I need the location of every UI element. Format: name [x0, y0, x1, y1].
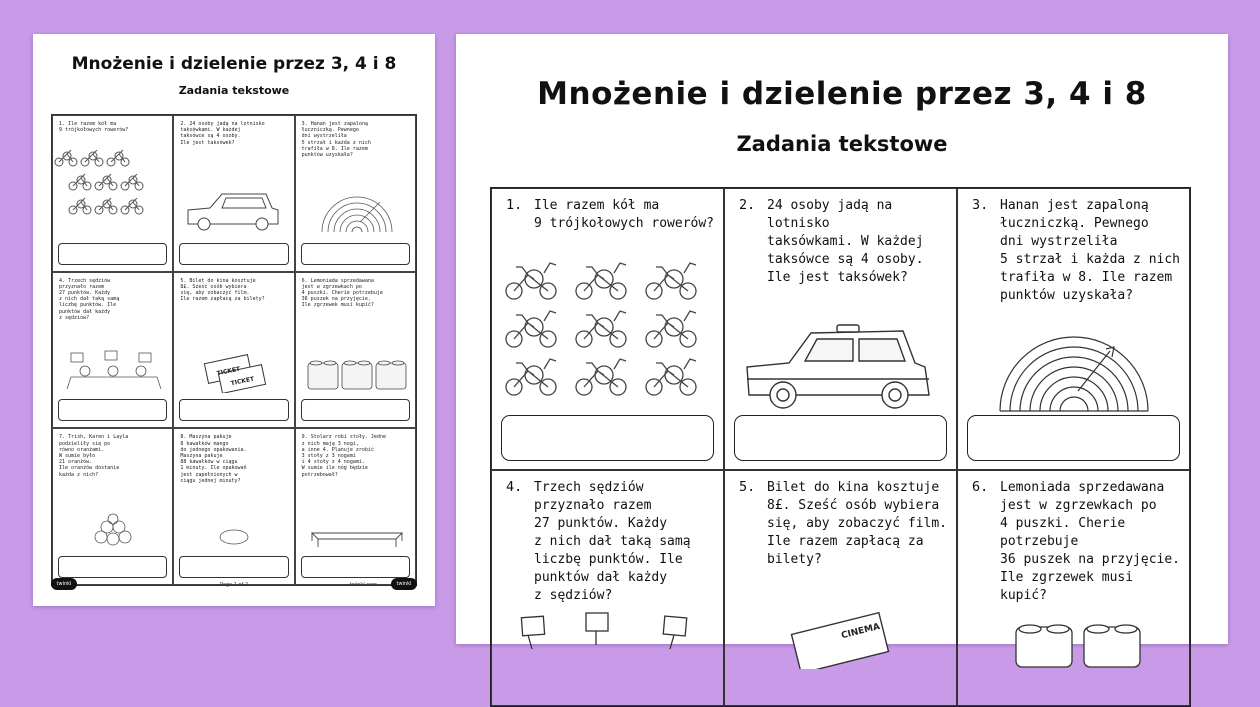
taxi-icon — [174, 186, 294, 234]
tricycles-icon — [492, 255, 724, 411]
problem-number: 2. — [739, 197, 756, 213]
problem-text: 4. Trzech sędziów przyznało razem 27 punktów. Każdy z nich dał taką samą liczbę punktów. Ile punktów dał każdy z sędziów? — [59, 277, 120, 321]
judges-icon — [492, 609, 724, 669]
problem-text: Trzech sędziów przyznało razem 27 punktów. Każdy z nich dał taką samą liczbę punktów. Ile punktów dał każdy z sędziów? — [534, 480, 691, 603]
table-icon — [296, 527, 416, 547]
answer-box[interactable] — [734, 415, 947, 461]
answer-box[interactable] — [58, 243, 167, 265]
answer-box[interactable] — [58, 556, 167, 578]
page-title: Mnożenie i dzielenie przez 3, 4 i 8 — [71, 54, 397, 74]
problem-text: 2. 24 osoby jadą na lotnisko taksówkami. W każdej taksówce są 4 osoby. Ile jest taksówek? — [180, 121, 265, 146]
problem-text: Ile razem kół ma 9 trójkołowych rowerów? — [534, 198, 715, 231]
ticket-label: CINEMA — [840, 622, 882, 642]
worksheet-zoomed[interactable] — [456, 34, 1228, 644]
problem-grid — [51, 114, 417, 586]
twinkl-logo: twinkl — [51, 578, 77, 590]
worksheet-preview[interactable] — [33, 34, 435, 606]
problem-cell — [52, 115, 173, 272]
lemonade-cans-icon — [958, 621, 1190, 669]
problem-number: 4. — [506, 479, 523, 495]
ticket-label: TICKET — [216, 365, 242, 377]
taxi-icon — [725, 321, 957, 413]
problem-cell — [173, 428, 294, 585]
answer-box[interactable] — [301, 243, 410, 265]
problem-cell — [52, 272, 173, 429]
problem-cell — [52, 428, 173, 585]
lemonade-cans-icon — [296, 355, 416, 391]
answer-box[interactable] — [179, 399, 288, 421]
archery-target-icon — [958, 331, 1190, 415]
problem-cell — [491, 188, 724, 470]
problem-text: 3. Hanan jest zapaloną łuczniczką. Pewnego dni wystrzeliła 5 strzał i każda z nich trafiła w 8. Ile razem punktów uzyskała? — [301, 121, 371, 159]
answer-box[interactable] — [301, 399, 410, 421]
problem-cell — [491, 470, 724, 706]
answer-box[interactable] — [179, 243, 288, 265]
answer-box[interactable] — [179, 556, 288, 578]
problem-text: 9. Stolarz robi stoły. Jedne z nich mają 3 nogi, a inne 4. Planuje zrobić 3 stoły z 3 nogami i 4 stoły z 4 nogami. W sumie ile nóg będzie potrzebował? — [301, 434, 386, 478]
answer-box[interactable] — [58, 399, 167, 421]
problem-text: Lemoniada sprzedawana jest w zgrzewkach po 4 puszki. Cherie potrzebuje 36 puszek na przyjęcie. Ile zgrzewek musi kupić? — [1000, 480, 1181, 603]
answer-box[interactable] — [501, 415, 714, 461]
problem-text: 24 osoby jadą na lotnisko taksówkami. W każdej taksówce są 4 osoby. Ile jest taksówek? — [767, 198, 924, 285]
archery-target-icon — [296, 192, 416, 234]
problem-text: 5. Bilet do kina kosztuje 8£. Sześć osób wybiera się, aby zobaczyć film. Ile razem zapłacą za bilety? — [180, 277, 265, 303]
problem-grid — [490, 187, 1191, 707]
oranges-icon — [53, 513, 173, 547]
problem-text: Hanan jest zapaloną łuczniczką. Pewnego dni wystrzeliła 5 strzał i każda z nich trafiła w 8. Ile razem punktów uzyskała? — [1000, 198, 1181, 303]
problem-text: 6. Lemoniada sprzedawana jest w zgrzewkach po 4 puszki. Cherie potrzebuje 36 puszek na przyjęcie. Ile zgrzewek musi kupić? — [301, 277, 383, 309]
answer-box[interactable] — [967, 415, 1180, 461]
judges-icon — [53, 349, 173, 391]
problem-cell — [724, 188, 957, 470]
problem-number: 3. — [972, 197, 989, 213]
problem-cell — [295, 115, 416, 272]
page-title: Mnożenie i dzielenie przez 3, 4 i 8 — [537, 76, 1147, 112]
problem-cell — [173, 272, 294, 429]
website-label[interactable]: twinkl.com — [349, 582, 377, 588]
cinema-ticket-icon — [174, 353, 294, 393]
problem-cell — [957, 188, 1190, 470]
page-footer — [51, 576, 417, 594]
problem-cell — [295, 428, 416, 585]
problem-cell — [295, 272, 416, 429]
problem-cell — [724, 470, 957, 706]
cinema-ticket-icon — [725, 609, 957, 669]
ticket-label: TICKET — [230, 375, 256, 387]
page-subtitle: Zadania tekstowe — [178, 84, 290, 97]
answer-box[interactable] — [301, 556, 410, 578]
page-subtitle: Zadania tekstowe — [736, 132, 948, 156]
problem-text: 8. Maszyna pakuje 8 kawałków mango do jednego opakowania. Maszyna pakuje 88 kawałków w ciągu 1 minuty. Ile opakowań jest zapełnionych w ciągu jednej minuty? — [180, 434, 247, 484]
problem-text: Bilet do kina kosztuje 8£. Sześć osób wybiera się, aby zobaczyć film. Ile razem zapłacą za bilety? — [767, 480, 948, 567]
problem-number: 1. — [506, 197, 523, 213]
mango-icon — [174, 525, 294, 547]
problem-cell — [957, 470, 1190, 706]
problem-number: 5. — [739, 479, 756, 495]
problem-text: 7. Trish, Karen i Layla podzieliły się po równo oranżami. W sumie było 21 oranżów. Ile oranżów dostanie każda z nich? — [59, 434, 129, 478]
problem-number: 6. — [972, 479, 989, 495]
tricycles-icon — [53, 148, 173, 234]
problem-cell — [173, 115, 294, 272]
twinkl-logo: twinkl — [391, 578, 417, 590]
page-number: Page 1 of 2 — [219, 582, 249, 588]
problem-text: 1. Ile razem kół ma 9 trójkołowych rowerów? — [59, 121, 129, 134]
